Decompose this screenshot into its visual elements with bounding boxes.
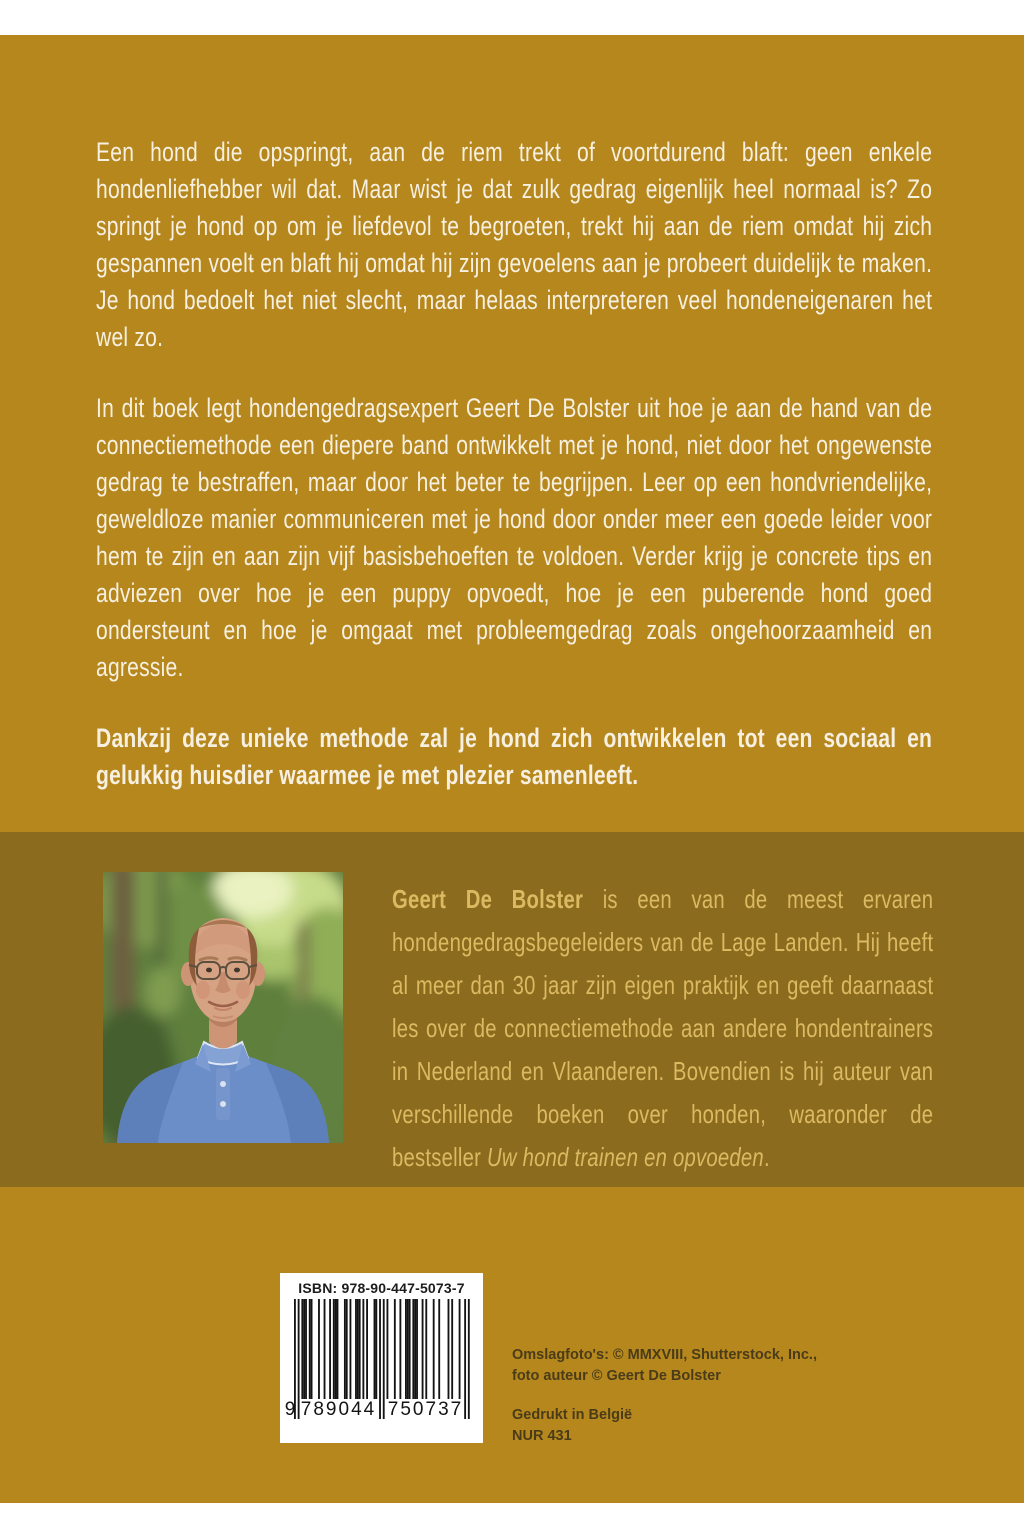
isbn-label: ISBN: 978-90-447-5073-7 bbox=[298, 1280, 465, 1296]
author-bio bbox=[392, 878, 933, 1179]
print-info bbox=[512, 1405, 842, 1447]
barcode-digit-group-2: 789044 bbox=[300, 1399, 377, 1420]
credits-line-2: foto auteur © Geert De Bolster bbox=[512, 1368, 721, 1384]
blurb-text-block bbox=[96, 134, 932, 828]
credits-line-1: Omslagfoto's: © MMXVIII, Shutterstock, Inc., bbox=[512, 1347, 817, 1363]
author-bio-text: is een van de meest ervaren hondengedragsbegeleiders van de Lage Landen. Hij heeft al meer dan 30 jaar zijn eigen praktijk en geeft daarnaast les over de connectiemethode aan andere hondentrainers in Nederland en Vlaanderen. Bovendien is hij auteur van verschillende boeken over honden, waaronder de bestseller bbox=[392, 884, 934, 1172]
barcode-digit-group-1: 9 bbox=[284, 1399, 296, 1420]
blurb-paragraph-2: In dit boek legt hondengedragsexpert Geert De Bolster uit hoe je aan de hand van de connectiemethode een diepere band ontwikkelt met je hond, niet door het ongewenste gedrag te bestraffen, maar door het beter te begrijpen. Leer op een hondvriendelijke, geweldloze manier communiceren met je hond door onder meer een goede leider voor hem te zijn en aan zijn vijf basisbehoeften te voldoen. Verder krijg je concrete tips en adviezen over hoe je een puppy opvoedt, hoe je een puberende hond goed ondersteunt en hoe je omgaat met probleemgedrag zoals ongehoorzaamheid en agressie. bbox=[96, 393, 933, 682]
blurb-lead-paragraph: Dankzij deze unieke methode zal je hond zich ontwikkelen tot een sociaal en gelukkig huisdier waarmee je met plezier samenleeft. bbox=[96, 723, 933, 790]
author-photo bbox=[103, 872, 343, 1143]
barcode-digit-group-3: 750737 bbox=[387, 1399, 464, 1420]
author-book-title: Uw hond trainen en opvoeden bbox=[487, 1142, 764, 1172]
cover-background bbox=[0, 35, 1024, 1503]
barcode-box bbox=[280, 1273, 483, 1443]
blurb-paragraph-1: Een hond die opspringt, aan de riem trekt of voortdurend blaft: geen enkele hondenliefhebber wil dat. Maar wist je dat zulk gedrag eigenlijk heel normaal is? Zo springt je hond op om je liefdevol te begroeten, trekt hij aan de riem omdat hij zich gespannen voelt en blaft hij omdat hij zijn gevoelens aan je probeert duidelijk te maken. Je hond bedoelt het niet slecht, maar helaas interpreteren veel hondeneigenaren het wel zo. bbox=[96, 137, 933, 352]
printed-line: Gedrukt in België bbox=[512, 1407, 633, 1423]
photo-credits bbox=[512, 1345, 842, 1387]
nur-line: NUR 431 bbox=[512, 1428, 572, 1444]
imprint-block bbox=[512, 1345, 842, 1447]
author-bio-period: . bbox=[763, 1142, 770, 1172]
author-name: Geert De Bolster bbox=[392, 884, 584, 914]
